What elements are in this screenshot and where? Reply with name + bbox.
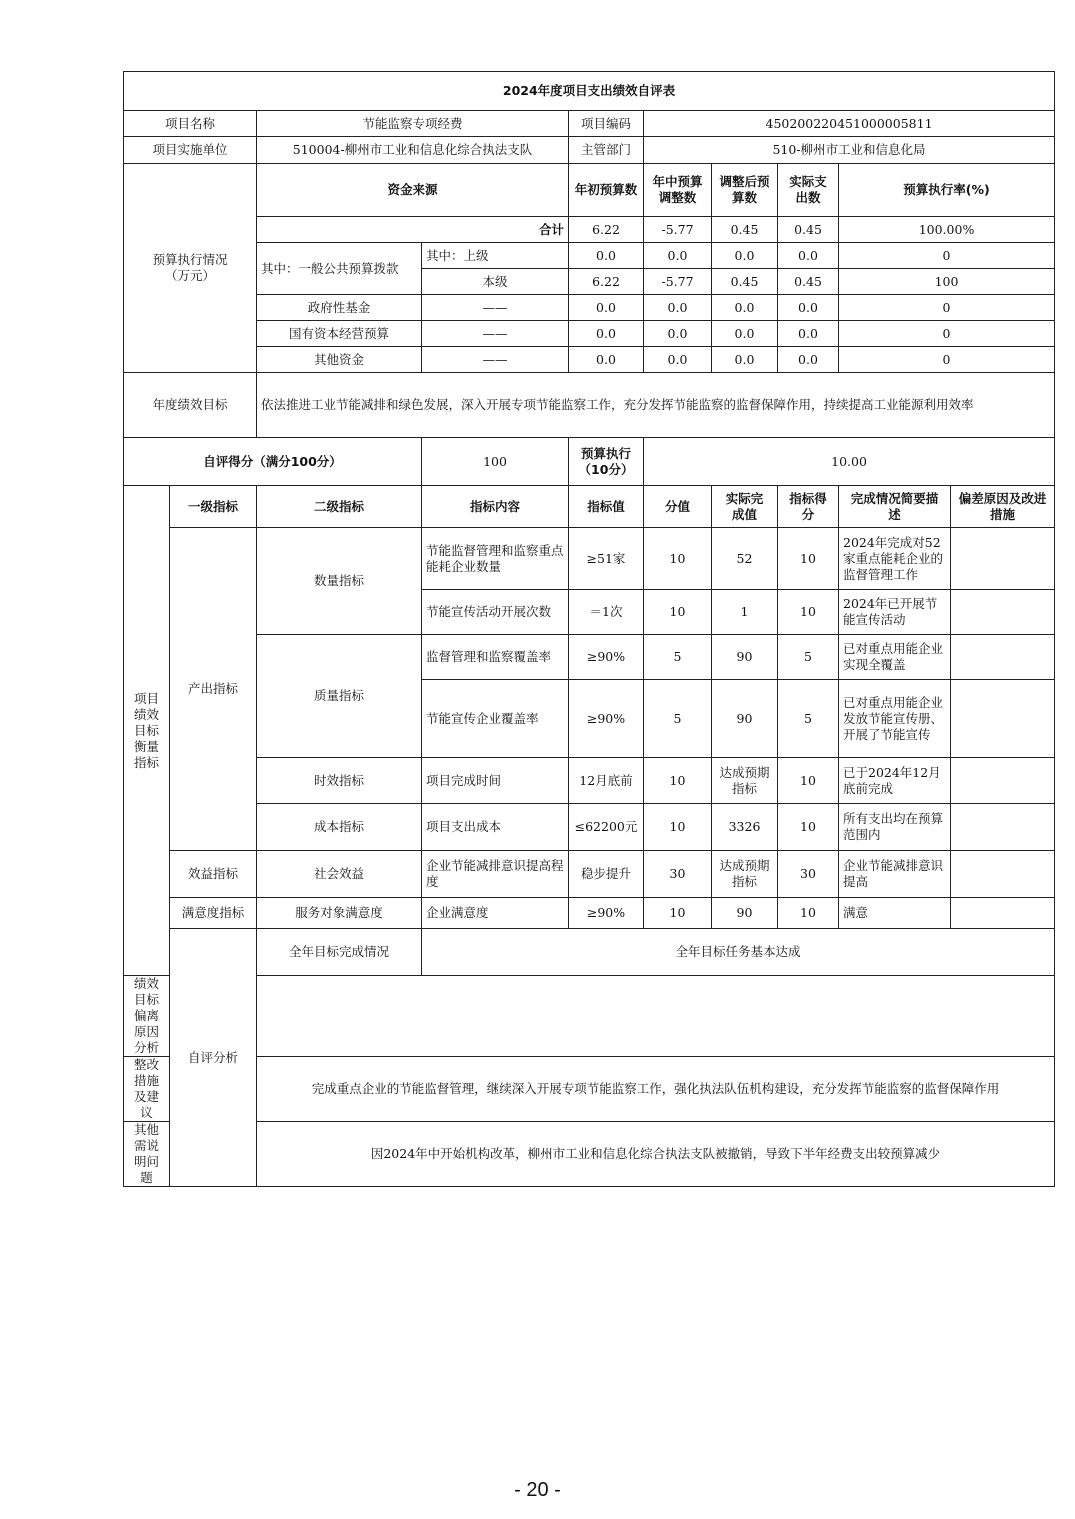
dept: 510-柳州市工业和信息化局 [644, 137, 1055, 164]
budget-soe-initial: 0.0 [569, 321, 644, 347]
ind-header-score: 指标得分 [778, 486, 839, 528]
budget-other-mid: 0.0 [644, 347, 712, 373]
indicator-value: ≥90% [569, 898, 644, 929]
budget-soe-adjusted: 0.0 [712, 321, 778, 347]
indicator-value: ＝1次 [569, 590, 644, 635]
other-notes-label: 其他需说明问题 [124, 1122, 170, 1187]
budget-other-actual: 0.0 [778, 347, 839, 373]
budget-total-actual: 0.45 [778, 217, 839, 243]
budget-soe-rate: 0 [839, 321, 1055, 347]
budget-other-dash: —— [422, 347, 569, 373]
indicator-points: 10 [644, 590, 712, 635]
budget-header-source: 资金来源 [257, 164, 569, 217]
output-indicator-label: 产出指标 [170, 528, 257, 851]
indicator-points: 10 [644, 528, 712, 590]
indicator-content: 项目完成时间 [422, 758, 569, 804]
budget-local-rate: 100 [839, 269, 1055, 295]
completion-text: 全年目标任务基本达成 [422, 929, 1055, 976]
budget-other-label: 其他资金 [257, 347, 422, 373]
indicator-actual: 90 [712, 635, 778, 680]
indicator-actual: 90 [712, 680, 778, 758]
indicator-score: 10 [778, 758, 839, 804]
budget-total-initial: 6.22 [569, 217, 644, 243]
budget-upper-actual: 0.0 [778, 243, 839, 269]
indicator-actual: 52 [712, 528, 778, 590]
timeliness-indicator-label: 时效指标 [257, 758, 422, 804]
indicator-score: 30 [778, 851, 839, 898]
indicator-deviation [951, 758, 1055, 804]
project-name: 节能监察专项经费 [257, 111, 569, 137]
budget-upper-initial: 0.0 [569, 243, 644, 269]
indicator-desc: 已对重点用能企业实现全覆盖 [839, 635, 951, 680]
indicator-deviation [951, 590, 1055, 635]
ind-header-actual: 实际完成值 [712, 486, 778, 528]
budget-fund-label: 政府性基金 [257, 295, 422, 321]
ind-header-desc: 完成情况简要描述 [839, 486, 951, 528]
indicator-points: 10 [644, 804, 712, 851]
budget-total-mid: -5.77 [644, 217, 712, 243]
rectify-text: 完成重点企业的节能监督管理，继续深入开展专项节能监察工作，强化执法队伍机构建设，充分发挥节能监察的监督保障作用 [257, 1057, 1055, 1122]
completion-label: 全年目标完成情况 [257, 929, 422, 976]
budget-fund-actual: 0.0 [778, 295, 839, 321]
budget-fund-dash: —— [422, 295, 569, 321]
budget-upper-adjusted: 0.0 [712, 243, 778, 269]
deviation-analysis-label: 绩效目标偏离原因分析 [124, 976, 170, 1057]
indicator-actual: 达成预期指标 [712, 851, 778, 898]
budget-total-adjusted: 0.45 [712, 217, 778, 243]
budget-fund-rate: 0 [839, 295, 1055, 321]
indicator-value: ≥90% [569, 635, 644, 680]
indicator-desc: 2024年已开展节能宣传活动 [839, 590, 951, 635]
satisfaction-indicator-label: 满意度指标 [170, 898, 257, 929]
quality-indicator-label: 质量指标 [257, 635, 422, 758]
indicator-score: 5 [778, 635, 839, 680]
self-score-label: 自评得分（满分100分） [124, 438, 422, 486]
budget-other-initial: 0.0 [569, 347, 644, 373]
budget-header-actual: 实际支出数 [778, 164, 839, 217]
indicator-score: 10 [778, 804, 839, 851]
budget-soe-actual: 0.0 [778, 321, 839, 347]
indicator-content: 项目支出成本 [422, 804, 569, 851]
budget-upper-rate: 0 [839, 243, 1055, 269]
indicator-deviation [951, 528, 1055, 590]
annual-goal-text: 依法推进工业节能减排和绿色发展，深入开展专项节能监察工作，充分发挥节能监察的监督保障作用，持续提高工业能源利用效率 [257, 373, 1055, 438]
other-notes-text: 因2024年中开始机构改革，柳州市工业和信息化综合执法支队被撤销，导致下半年经费支出较预算减少 [257, 1122, 1055, 1187]
analysis-section-label: 自评分析 [170, 929, 257, 1187]
indicator-deviation [951, 898, 1055, 929]
indicator-points: 5 [644, 635, 712, 680]
budget-other-rate: 0 [839, 347, 1055, 373]
indicator-content: 企业满意度 [422, 898, 569, 929]
indicator-desc: 满意 [839, 898, 951, 929]
ind-header-deviation: 偏差原因及改进措施 [951, 486, 1055, 528]
indicator-content: 监督管理和监察覆盖率 [422, 635, 569, 680]
ind-header-content: 指标内容 [422, 486, 569, 528]
budget-fund-adjusted: 0.0 [712, 295, 778, 321]
indicator-content: 节能宣传企业覆盖率 [422, 680, 569, 758]
indicator-actual: 1 [712, 590, 778, 635]
budget-local-initial: 6.22 [569, 269, 644, 295]
indicator-desc: 已对重点用能企业发放节能宣传册、开展了节能宣传 [839, 680, 951, 758]
rectify-label: 整改措施及建议 [124, 1057, 170, 1122]
annual-goal-label: 年度绩效目标 [124, 373, 257, 438]
ind-header-level2: 二级指标 [257, 486, 422, 528]
budget-header-rate: 预算执行率(%) [839, 164, 1055, 217]
indicators-section-label: 项目绩效目标衡量指标 [124, 486, 170, 976]
budget-total-label: 合计 [257, 217, 569, 243]
budget-general-label: 其中：一般公共预算拨款 [257, 243, 422, 295]
budget-soe-dash: —— [422, 321, 569, 347]
indicator-score: 10 [778, 898, 839, 929]
indicator-value: ≥90% [569, 680, 644, 758]
budget-header-mid: 年中预算调整数 [644, 164, 712, 217]
indicator-score: 10 [778, 590, 839, 635]
indicator-value: ≥51家 [569, 528, 644, 590]
ind-header-points: 分值 [644, 486, 712, 528]
indicator-score: 10 [778, 528, 839, 590]
indicator-points: 30 [644, 851, 712, 898]
performance-table [123, 71, 1055, 1187]
indicator-content: 节能监督管理和监察重点能耗企业数量 [422, 528, 569, 590]
project-code-label: 项目编码 [569, 111, 644, 137]
indicator-content: 节能宣传活动开展次数 [422, 590, 569, 635]
indicator-actual: 达成预期指标 [712, 758, 778, 804]
quantity-indicator-label: 数量指标 [257, 528, 422, 635]
page-number: - 20 - [514, 1479, 561, 1501]
impl-unit-label: 项目实施单位 [124, 137, 257, 164]
budget-fund-initial: 0.0 [569, 295, 644, 321]
budget-other-adjusted: 0.0 [712, 347, 778, 373]
budget-fund-mid: 0.0 [644, 295, 712, 321]
indicator-value: 稳步提升 [569, 851, 644, 898]
cost-indicator-label: 成本指标 [257, 804, 422, 851]
impl-unit: 510004-柳州市工业和信息化综合执法支队 [257, 137, 569, 164]
indicator-desc: 企业节能减排意识提高 [839, 851, 951, 898]
dept-label: 主管部门 [569, 137, 644, 164]
page-title: 2024年度项目支出绩效自评表 [124, 72, 1055, 111]
budget-header-initial: 年初预算数 [569, 164, 644, 217]
budget-soe-mid: 0.0 [644, 321, 712, 347]
budget-upper-label: 其中：上级 [422, 243, 569, 269]
indicator-points: 10 [644, 898, 712, 929]
deviation-analysis-text [257, 976, 1055, 1057]
indicator-value: 12月底前 [569, 758, 644, 804]
budget-upper-mid: 0.0 [644, 243, 712, 269]
indicator-deviation [951, 680, 1055, 758]
budget-local-actual: 0.45 [778, 269, 839, 295]
budget-local-mid: -5.77 [644, 269, 712, 295]
budget-exec-score: 10.00 [644, 438, 1055, 486]
project-name-label: 项目名称 [124, 111, 257, 137]
indicator-desc: 2024年完成对52家重点能耗企业的监督管理工作 [839, 528, 951, 590]
indicator-deviation [951, 804, 1055, 851]
budget-soe-label: 国有资本经营预算 [257, 321, 422, 347]
budget-local-adjusted: 0.45 [712, 269, 778, 295]
indicator-actual: 3326 [712, 804, 778, 851]
indicator-points: 5 [644, 680, 712, 758]
project-code: 450200220451000005811 [644, 111, 1055, 137]
social-benefit-label: 社会效益 [257, 851, 422, 898]
ind-header-level1: 一级指标 [170, 486, 257, 528]
indicator-score: 5 [778, 680, 839, 758]
budget-section-label: 预算执行情况（万元） [124, 164, 257, 373]
budget-local-label: 本级 [422, 269, 569, 295]
indicator-desc: 所有支出均在预算范围内 [839, 804, 951, 851]
ind-header-value: 指标值 [569, 486, 644, 528]
self-score-value: 100 [422, 438, 569, 486]
indicator-content: 企业节能减排意识提高程度 [422, 851, 569, 898]
satisfaction-sub-label: 服务对象满意度 [257, 898, 422, 929]
indicator-deviation [951, 635, 1055, 680]
budget-exec-label: 预算执行（10分） [569, 438, 644, 486]
benefit-indicator-label: 效益指标 [170, 851, 257, 898]
indicator-desc: 已于2024年12月底前完成 [839, 758, 951, 804]
indicator-deviation [951, 851, 1055, 898]
indicator-points: 10 [644, 758, 712, 804]
budget-total-rate: 100.00% [839, 217, 1055, 243]
indicator-actual: 90 [712, 898, 778, 929]
budget-header-adjusted: 调整后预算数 [712, 164, 778, 217]
indicator-value: ≤62200元 [569, 804, 644, 851]
